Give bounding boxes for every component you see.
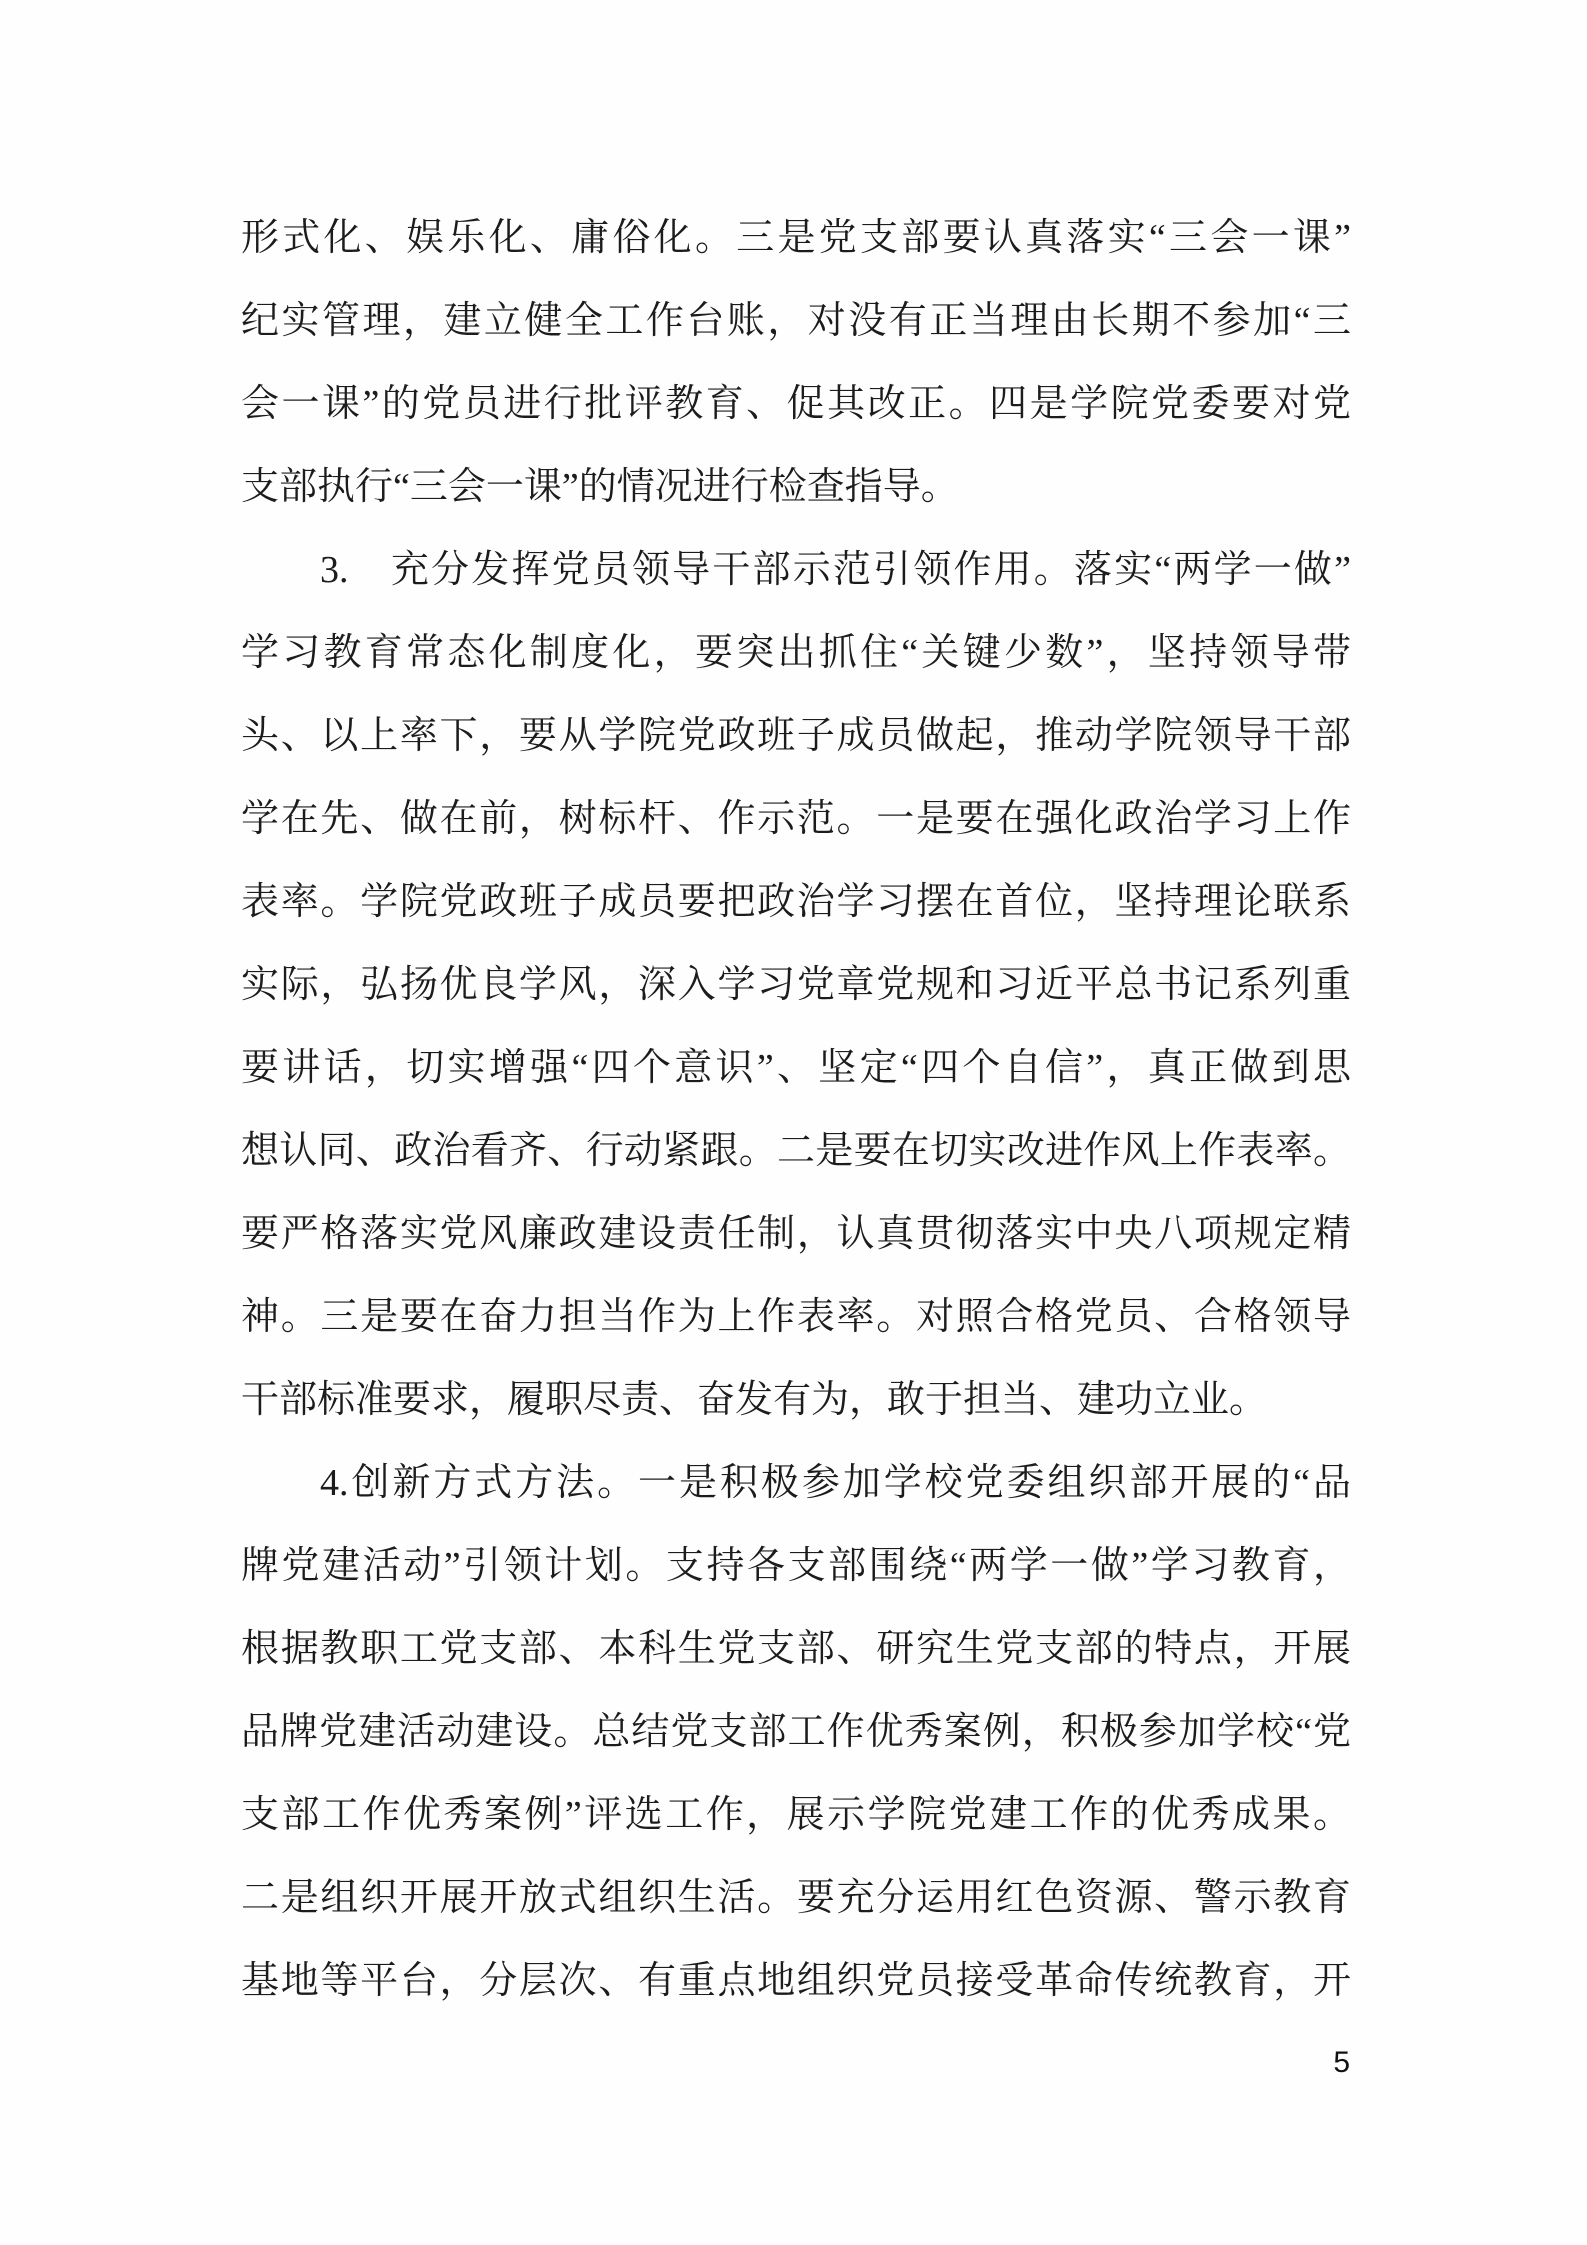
text-line: 支部工作优秀案例”评选工作，展示学院党建工作的优秀成果。 [241,1794,1351,1836]
text-line: 根据教职工党支部、本科生党支部、研究生党支部的特点，开展 [241,1628,1351,1670]
text-line: 要讲话，切实增强“四个意识”、坚定“四个自信”，真正做到思 [241,1047,1351,1089]
text-line: 纪实管理，建立健全工作台账，对没有正当理由长期不参加“三 [241,300,1351,342]
text-line: 实际，弘扬优良学风，深入学习党章党规和习近平总书记系列重 [241,964,1351,1006]
text-line: 形式化、娱乐化、庸俗化。三是党支部要认真落实“三会一课” [241,217,1351,259]
text-line: 学在先、做在前，树标杆、作示范。一是要在强化政治学习上作 [241,798,1351,840]
text-line: 要严格落实党风廉政建设责任制，认真贯彻落实中央八项规定精 [241,1213,1351,1255]
text-line: 干部标准要求，履职尽责、奋发有为，敢于担当、建功立业。 [241,1379,1268,1421]
text-line: 3. 充分发挥党员领导干部示范引领作用。落实“两学一做” [320,549,1351,591]
text-line: 头、以上率下，要从学院党政班子成员做起，推动学院领导干部 [241,715,1351,757]
text-line: 学习教育常态化制度化，要突出抓住“关键少数”，坚持领导带 [241,632,1351,674]
text-line: 二是组织开展开放式组织生活。要充分运用红色资源、警示教育 [241,1877,1351,1919]
page-number: 5 [1333,2046,1350,2079]
text-line: 基地等平台，分层次、有重点地组织党员接受革命传统教育，开 [241,1960,1351,2002]
text-line: 品牌党建活动建设。总结党支部工作优秀案例，积极参加学校“党 [241,1711,1351,1753]
text-line: 神。三是要在奋力担当作为上作表率。对照合格党员、合格领导 [241,1296,1351,1338]
text-line: 牌党建活动”引领计划。支持各支部围绕“两学一做”学习教育， [241,1545,1351,1587]
document-body [241,197,1351,2023]
text-line: 想认同、政治看齐、行动紧跟。二是要在切实改进作风上作表率。 [241,1130,1351,1172]
text-line: 4.创新方式方法。一是积极参加学校党委组织部开展的“品 [320,1462,1351,1504]
text-line: 支部执行“三会一课”的情况进行检查指导。 [241,466,959,508]
text-line: 会一课”的党员进行批评教育、促其改正。四是学院党委要对党 [241,383,1351,425]
text-line: 表率。学院党政班子成员要把政治学习摆在首位，坚持理论联系 [241,881,1351,923]
